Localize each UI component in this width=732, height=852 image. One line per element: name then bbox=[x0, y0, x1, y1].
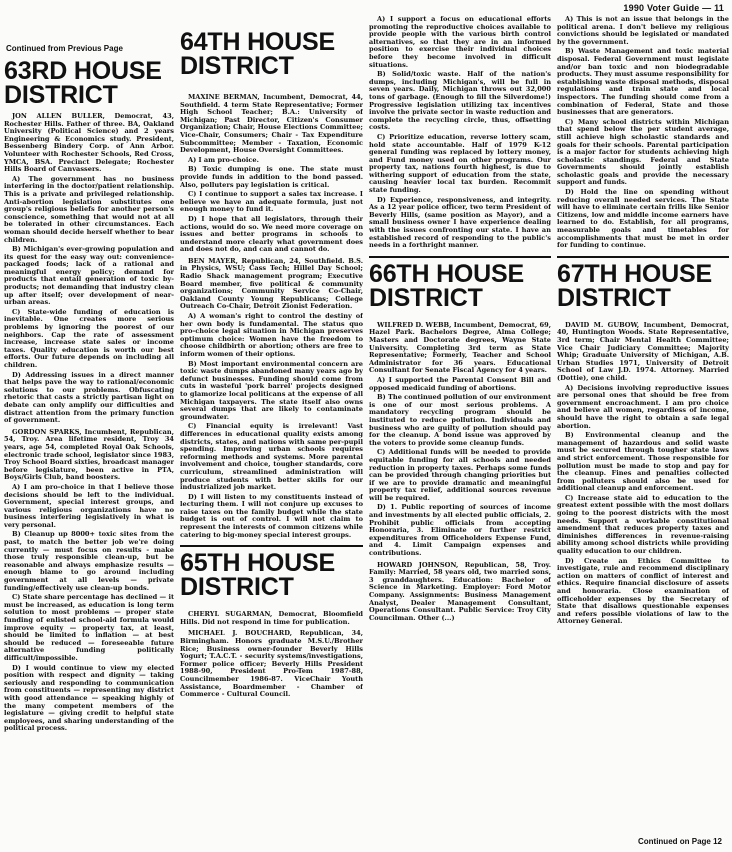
column-4 bbox=[557, 16, 729, 628]
paragraph: B) Michigan's ever-growing population and its quest for the easy way out: convenience-packaged foods; lack of a rational and meaningful energy policy; demand for products that entail generation of toxic by-products; not demanding that industry clean up after itself; over development of near-urban areas. bbox=[4, 245, 174, 307]
paragraph: C) Additional funds will be needed to provide equitable funding for all schools and needed reduction in property taxes. Perhaps some funds can be provided through changing priorities but if we are to provide dramatic and meaningful property tax relief, additional sources revenue will be required. bbox=[369, 448, 551, 502]
column-1 bbox=[4, 44, 174, 735]
district-67-body bbox=[557, 322, 729, 626]
paragraph: D) Hold the line on spending without reducing overall needed services. The State will have to eliminate certain frills like Senior Citizens, low and middle income earners have learned to do. Establish, for all programs, measurable goals and timetables for accomplishments that must be met in order for funding to continue. bbox=[557, 188, 729, 250]
paragraph: C) Prioritize education, reverse lottery scam, hold state accountable. Half of 1979 K-12 general funding was replaced by lottery money, and Fund money used on other programs. Our property tax, nations fourth highest, is due to withering support of education from the state, causing heavier local tax burden. Recommit state funding. bbox=[369, 132, 551, 195]
paragraph: A) I supported the Parental Consent Bill and opposed medicaid funding of abortions. bbox=[369, 375, 551, 392]
district-63-title: 63RD HOUSE DISTRICT bbox=[4, 57, 162, 109]
paragraph: B) Cleanup up 8000+ toxic sites from the past, to match the better job we're doing currently — must focus on results - make those truly responsible clean-up, but be reasonable and always emphasize results — enough blame to go around including government at all levels — private funding/effectively use clean-up bonds. bbox=[4, 530, 174, 592]
paragraph: B) Most important environmental concern are toxic waste dumps abandoned many years ago by defunct businesses. Funding should come from cuts in wasteful 'pork barrel' projects designed to glamorize local politicans at the expense of all Michigan taxpayers. The state itself also owns several dumps that are likely to contaminate groundwater. bbox=[180, 359, 363, 421]
paragraph: D) 1. Public reporting of sources of income and investments by all elected public officials, 2. Prohibit public officials from accepting Honoraria, 3. Eliminate or further restrict expenditures from Officeholders Expense Fund, and 4. Limit Campaign expenses and contributions. bbox=[369, 503, 551, 558]
paragraph: A) This is not an issue that belongs in the political arena. I don't believe my religious convictions should be legislated or mandated by the government. bbox=[557, 16, 729, 46]
paragraph: A) The government has no business interfering in the doctor/patient relationship. This is a private and privileged relationship. Anti-abortion legislation substitutes one group's religious beliefs for another person's conscience, something that would not at all be tolerated in other circumstances. Each woman should decide herself whether to bear children. bbox=[4, 174, 174, 244]
paragraph: C) State share percentage has declined — it must be increased, as education is long term solution to most problems — proper state funding of enlisted school-aid formula would improve equity — property tax, at least, should be limited to inflation — at best should be reduced — foreseeable future alternative funding politically difficult/impossible. bbox=[4, 593, 174, 662]
district-66-title: 66TH HOUSE DISTRICT bbox=[369, 259, 524, 312]
paragraph: HOWARD JOHNSON, Republican, 58, Troy. Family: Married, 58 years old, two married sons, 3 granddaughters. Education: Bachelor of Science in Marketing. Employer: Ford Motor Company. Assignments: Business Management Analyst, Dealer Management Consultant, Operations Consultant. Public Service: Troy City Councilman. Other (...) bbox=[369, 560, 551, 622]
paragraph: DAVID M. GUBOW, Incumbent, Democrat, 40, Huntington Woods. State Representative, 3rd term; Chair Mental Health Committee; Vice Chair Judiciary Committee; Majority Whip; Graduate University of Michigan, A.B. Urban Studies 1971, University of Detroit School of Law J.D. 1974. Attorney. Married (Dottie), one child. bbox=[557, 320, 729, 382]
paragraph: A) A woman's right to control the destiny of her own body is fundamental. The status quo pro-choice legal situation in Michigan preserves optimum choice: Women have the freedom to choose childbirth or abortion; others are free to inform women of their options. bbox=[180, 312, 363, 358]
paragraph: D) I would continue to view my elected position with respect and dignity — taking seriously and responding to communication from constituents — representing my district with good attendance — speaking highly of the many competent members of the legislature — giving credit to helpful state employees, and sharing understanding of the political process. bbox=[4, 663, 174, 733]
section-divider bbox=[180, 545, 363, 547]
district-65-title: 65TH HOUSE DISTRICT bbox=[180, 549, 335, 602]
paragraph: D) I will listen to my constituents instead of lecturing them. I will not conjure up excuses to raise taxes on the family budget while the state budget is out of control. I will not claim to represent the interests of common citizens while catering to big-money special interest groups. bbox=[180, 492, 363, 539]
section-divider bbox=[369, 256, 551, 258]
column-3 bbox=[369, 16, 551, 624]
column-2 bbox=[180, 28, 363, 701]
paragraph: C) Many school districts within Michigan that spend below the per student average, still achieve high scholastic standards and goals for their schools. Parental participation is a major factor for students achieving high scholastic standings. Federal and State Governments should jointly establish scholastic goals and provide the necessary support and funds. bbox=[557, 117, 729, 187]
paragraph: BEN MAYER, Republican, 24, Southfield. B.S. in Physics, WSU; Cass Tech; Hillel Day School; Radio Shack management program; Executive Board member, five political & community organizations; Community Service Co-Chair, Oakland County Young Republicans; College Outreach Co-Chair, Detroit Zionist Federation. bbox=[180, 256, 363, 311]
continued-from-note: Continued from Previous Page bbox=[6, 44, 123, 53]
district-65-body bbox=[180, 611, 363, 699]
paragraph: WILFRED D. WEBB, Incumbent, Democrat, 69, Hazel Park. Bachelors Degree, Alma College; Masters and Doctorate degrees, Wayne State University. Completing 3rd term as State Representative; Formerly, Teacher and School Administrator for 36 years. Educational Consultant for Senate Fiscal Agency for 4 years. bbox=[369, 320, 551, 375]
paragraph: B) Environmental cleanup and the management of hazardous and solid waste must be secured through tougher state laws and strict enforcement. Those responsible for pollution must be made to stop and pay for the cleanup. Fines and penalties collected from polluters should also be used for additional cleanup and enforcement. bbox=[557, 431, 729, 493]
district-64-body bbox=[180, 94, 363, 539]
paragraph: B) The continued pollution of our environment is one of our most serious problems. A mandatory recycling program should be instituted to reduce pollution. Individuals and business who are guilty of pollution should pay for the cleanup. A bond issue was approved by the voters to provide some cleanup funds. bbox=[369, 393, 551, 447]
paragraph: A) I am pro-choice in that I believe those decisions should be left to the individual. Government, special interest groups, and various religious organizations have no business interfering legislatively in what is very personal. bbox=[4, 482, 174, 529]
paragraph: B) Waste Management and toxic material disposal. Federal Government must legislate and/or ban toxic and non biodegradable products. They must assume responsibility for establishing waste disposal methods, disposal regulations and train state and local inspectors. The funding should come from a combination of Federal, State and those businesses that are generators. bbox=[557, 47, 729, 117]
district-64-title: 64TH HOUSE DISTRICT bbox=[180, 28, 335, 80]
paragraph: C) State-wide funding of education is inevitable. One creates more serious problems by ignoring the poorest of our neighbors. Cap the rate of assessment increase, increase state sales or income taxes. Quality education is worth our best efforts. Our future depends on including all children. bbox=[4, 307, 174, 369]
paragraph: D) Experience, responsiveness, and integrity. As a 12 year police officer, two term President of Beverly Hills, (same position as Mayor), and a small business owner I have experience dealing with the issues confronting our state. I have an established record of responding to the public's needs in a forthright manner. bbox=[369, 195, 551, 250]
district-66-body-continued bbox=[557, 16, 729, 250]
continued-on-note: Continued on Page 12 bbox=[637, 837, 722, 846]
paragraph: A) Decisions involving reproductive issues are personal ones that should be free from government encroachment. I am pro choice and believe all women, regardless of income, should have the right to obtain a safe legal abortion. bbox=[557, 383, 729, 430]
paragraph: C) Financial equity is irrelevant! Vast differences in educational quality exists among districts, states, and nations with same per-pupil spending. Improving urban schools requires reforming methods and systems. More parental involvement and choice, tougher standards, core curriculum, streamlined administration will produce students with better skills for our industrialized job market. bbox=[180, 422, 363, 492]
paragraph: D) Create an Ethics Committee to investigate, rule and recommend disciplinary action on matters of conflict of interest and ethics. Require financial disclosure of assets and honoraria. Close examination of officeholder expenses by the Secretary of State that disallows questionable expenses and refers possible violations of law to the Attorney General. bbox=[557, 556, 729, 626]
section-divider bbox=[557, 256, 729, 258]
paragraph: CHERYL SUGARMAN, Democrat, Bloomfield Hills. Did not respond in time for publication. bbox=[180, 610, 363, 626]
paragraph: B) Solid/toxic waste. Half of the nation's dumps, including Michigan's, will be full in seven years. Daily, Michigan throws out 32,000 tons of garbage. (Enough to fill the Silverdome!) Progressive legislation utilizing tax incentives involve the private sector in waste reduction and complete the recycling circle, thus, offsetting costs. bbox=[369, 70, 551, 132]
paragraph: A) I am pro-choice. bbox=[188, 155, 259, 164]
page-header: 1990 Voter Guide — 11 bbox=[623, 3, 724, 13]
paragraph: MICHAEL J. BOUCHARD, Republican, 34, Birmingham. Honors graduate M.S.U./Brother Rice; Business owner-founder Beverly Hills Yogurt; T.A.C.T. - security systems/investigations, Former police officer; Beverly Hills President 1988-90, President Pro-Tem 1987-88, Councilmember 1986-87. ViceChair Youth Assistance, Boardmember - Chamber of Commerce - Cultural Council. bbox=[180, 629, 363, 699]
district-66-body bbox=[369, 322, 551, 623]
district-65-body-continued bbox=[369, 16, 551, 250]
paragraph: MAXINE BERMAN, Incumbent, Democrat, 44, Southfield. 4 term State Representative; Former High School Teacher; B.A.: University of Michigan; Past Director, Citizen's Consumer Organization; Chair, House Elections Committee; Vice-Chair, Consumers; Chair - Tax Expenditure Subcommittee; Member - Taxation, Economic Development, House Oversight Committees. bbox=[180, 93, 363, 155]
paragraph: D) Addressing issues in a direct manner that helps pave the way to rational/economic solutions to our problems. Obfuscating rhetoric that casts a strictly partisan light on debate can only amplify our difficulties and distract attention from the primary function of government. bbox=[4, 370, 174, 425]
paragraph: B) Toxic dumping is one. The state must provide funds in addition to the bond passed. Also, polluters pay legislation is critical. bbox=[180, 165, 363, 189]
district-63-body bbox=[4, 113, 174, 733]
paragraph: GORDON SPARKS, Incumbent, Republican, 54, Troy. Area lifetime resident, Troy 34 years, age 54, completed Royal Oak Schools, electronic trade school, legislator since 1983, Troy School Board sixties, broadcast manager before legislature, been active in PTA, Boys/Girls Club, band boosters. bbox=[4, 427, 174, 482]
paragraph: D) I hope that all legislators, through their actions, would do so. We need more coverage on issues and better programs in schools to understand more clearly what government does and does not do, and can and cannot do. bbox=[180, 214, 363, 254]
paragraph: C) Increase state aid to education to the greatest extent possible with the most dollars going to the poorest districts with the most needs. Support a workable constitutional amendment that reduces property taxes and diminishes differences in revenue-raising ability among school districts while providing quality education to our children. bbox=[557, 493, 729, 556]
paragraph: C) I continue to support a sales tax increase. I believe we have an adequate formula, just not enough money to fund it. bbox=[180, 190, 363, 214]
paragraph: A) I support a focus on educational efforts promoting the reproductive choices available to provide people with the various birth control alternatives, so that they are in an informed position to exercise their individual choices before they become involved in difficult situations. bbox=[369, 16, 551, 69]
paragraph: JON ALLEN BULLER, Democrat, 43, Rochester Hills. Father of three. BA, Oakland University (Political Science) and 2 years Engineering & Economics study. President, Bessenberg Bindery Corp. of Ann Arbor. Volunteer with Rochester Schools, Red Cross, YMCA, BSA. Precinct Delegate; Rochester Hills Board of Canvassers. bbox=[4, 112, 174, 174]
district-67-title: 67TH HOUSE DISTRICT bbox=[557, 259, 712, 312]
